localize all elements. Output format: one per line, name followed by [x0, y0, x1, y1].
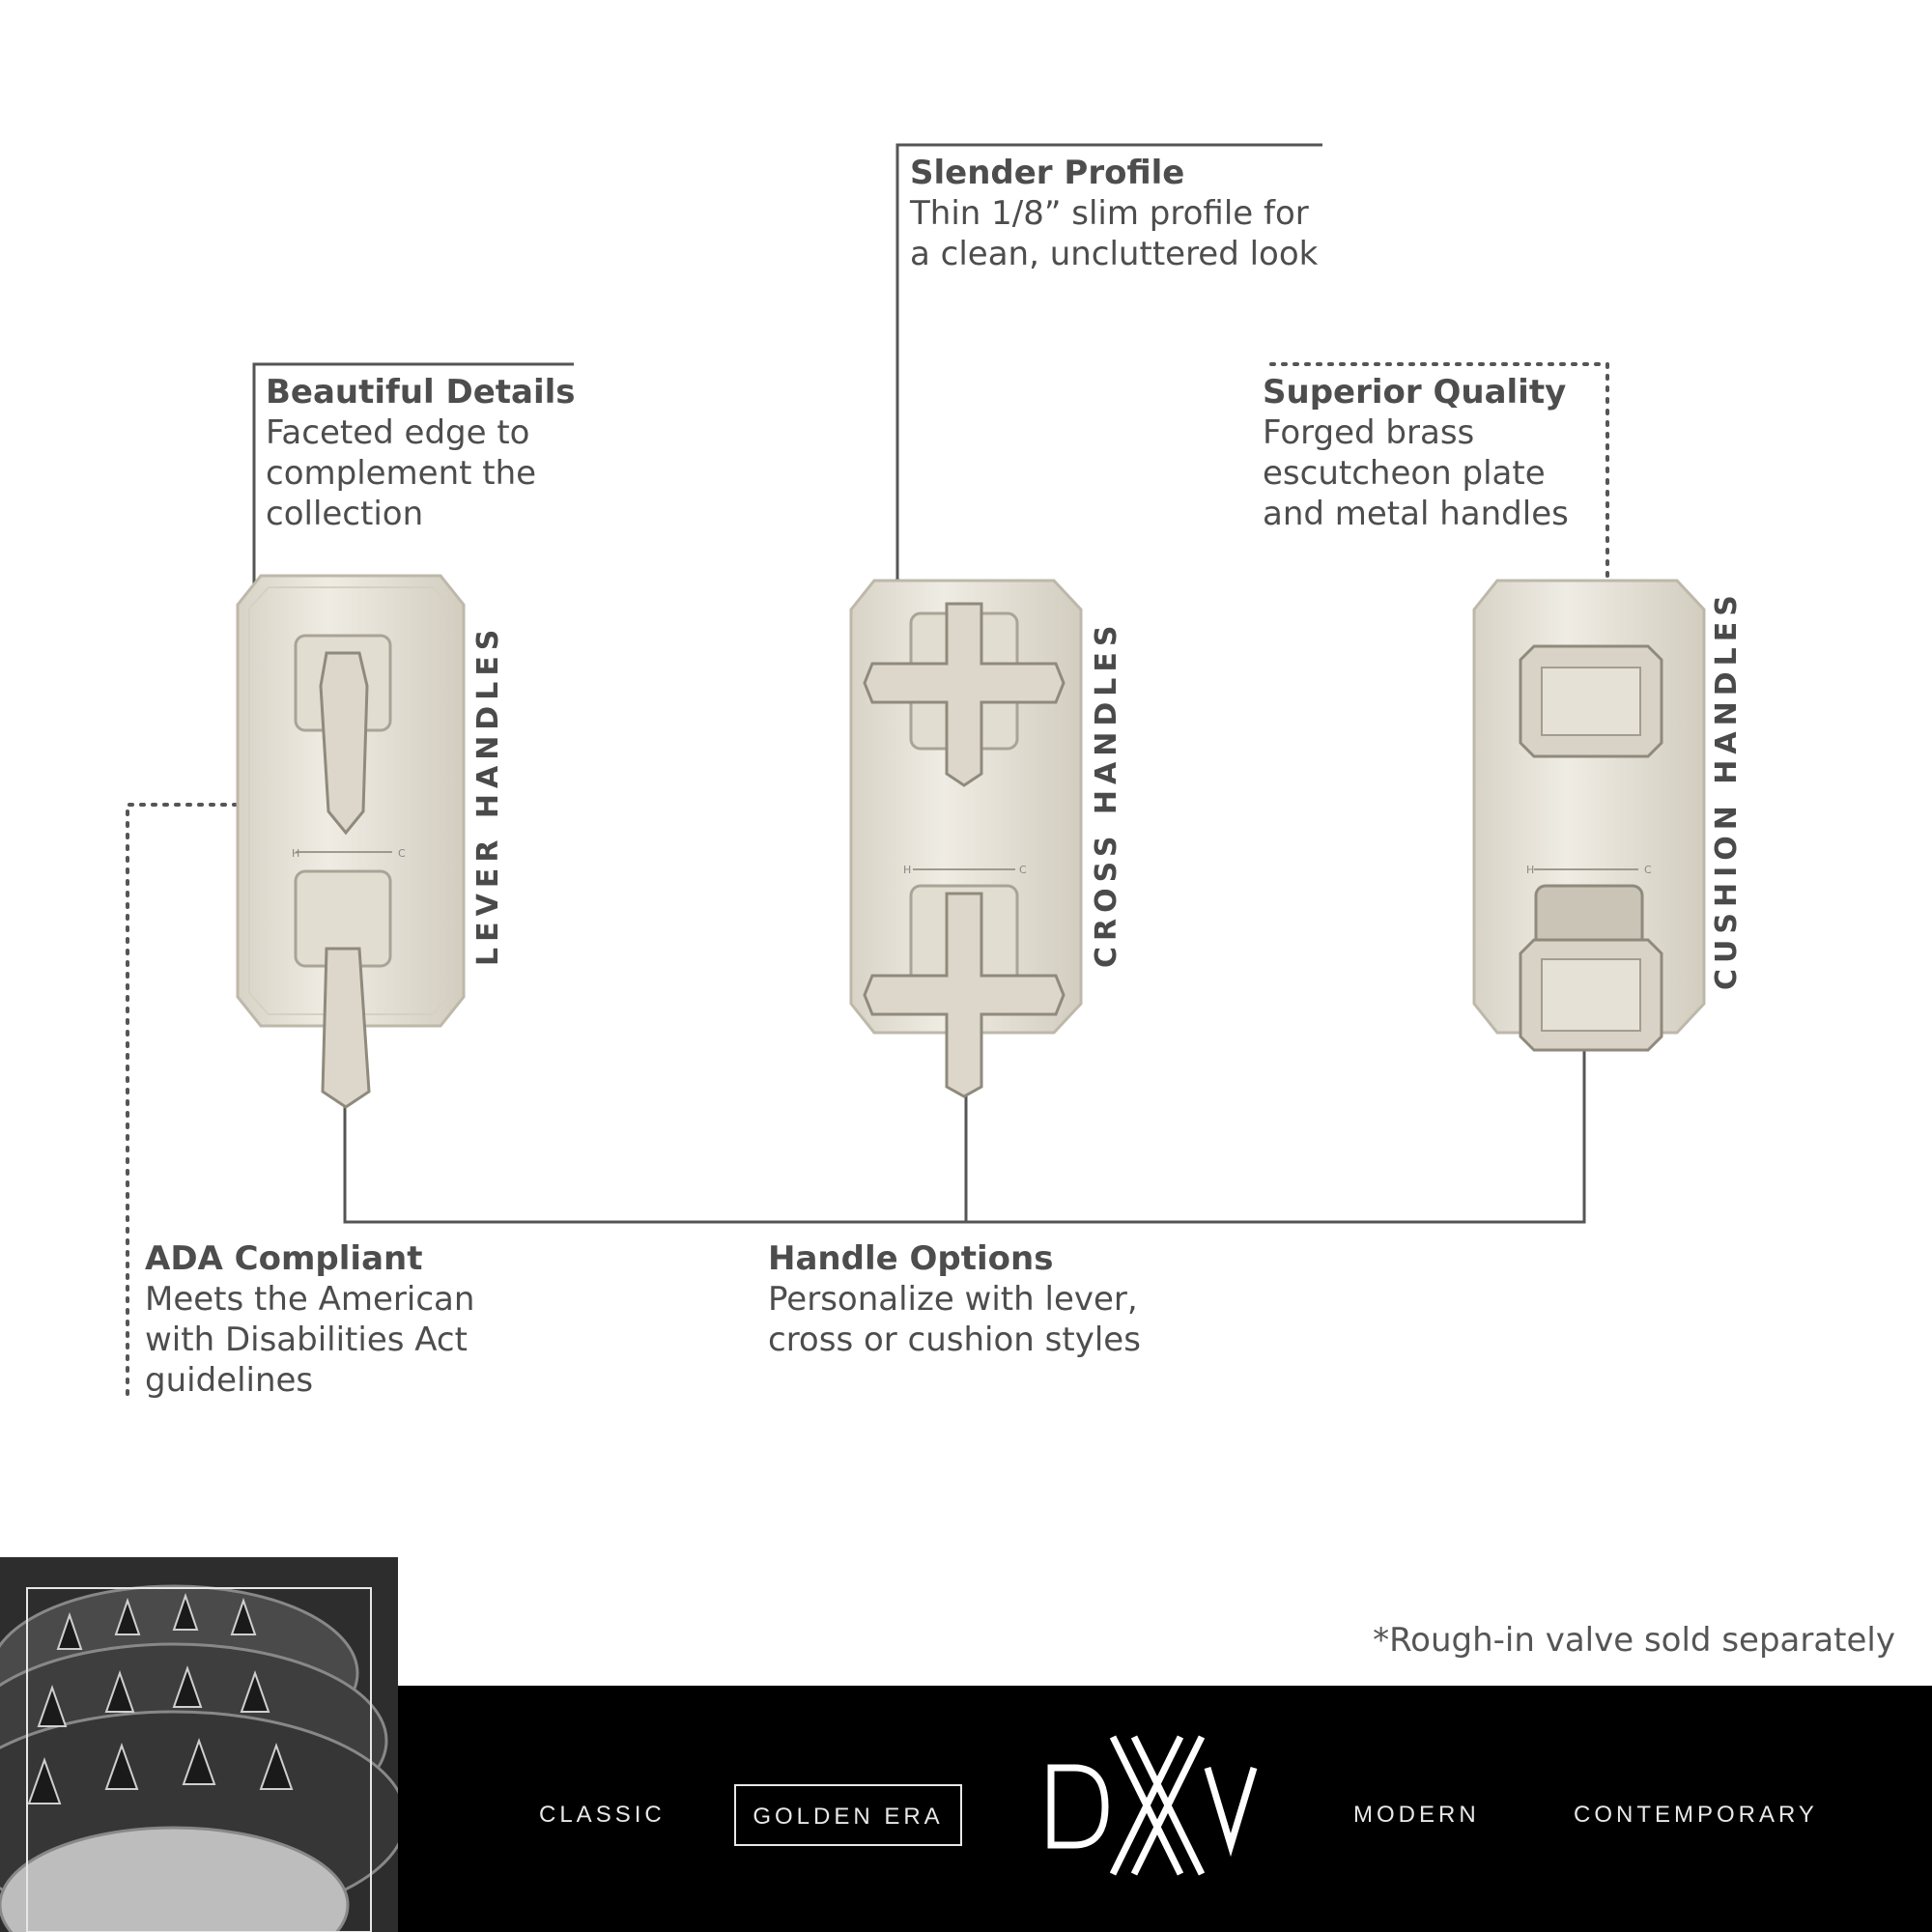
cross-trim-plate [845, 575, 1096, 1106]
label-cushion-handles: CUSHION HANDLES [1710, 589, 1744, 990]
label-lever-handles: LEVER HANDLES [471, 623, 505, 966]
callout-handle-options [768, 1238, 1141, 1360]
cushion-trim-plate [1468, 575, 1719, 1058]
cold-mark: C [1019, 864, 1027, 876]
hot-mark: H [903, 864, 912, 876]
callout-line: cross or cushion styles [768, 1321, 1141, 1359]
callout-title: Slender Profile [910, 154, 1185, 192]
callout-line: collection [266, 495, 424, 533]
cold-mark: C [1644, 864, 1652, 876]
callout-title: ADA Compliant [145, 1239, 423, 1278]
callout-superior-quality [1263, 372, 1569, 534]
callout-line: Meets the American [145, 1280, 475, 1319]
callout-line: Forged brass [1263, 413, 1475, 452]
callout-slender-profile [910, 153, 1318, 274]
callout-title: Handle Options [768, 1239, 1054, 1278]
callout-ada-compliant [145, 1238, 474, 1401]
callout-line: complement the [266, 454, 537, 493]
callout-title: Beautiful Details [266, 373, 576, 412]
callout-line: escutcheon plate [1263, 454, 1546, 493]
callout-line: a clean, uncluttered look [910, 235, 1319, 273]
callout-beautiful-details [266, 372, 576, 534]
label-cross-handles: CROSS HANDLES [1090, 619, 1123, 968]
callout-line: and metal handles [1263, 495, 1569, 533]
callout-line: guidelines [145, 1361, 314, 1400]
callout-line: with Disabilities Act [145, 1321, 468, 1359]
nav-contemporary[interactable]: CONTEMPORARY [1574, 1802, 1818, 1828]
hot-mark: H [292, 847, 300, 860]
building-photo [0, 1557, 398, 1932]
hot-mark: H [1526, 864, 1535, 876]
callout-line: Thin 1/8” slim profile for [910, 194, 1309, 233]
cold-mark: C [398, 847, 406, 860]
callout-line: Faceted edge to [266, 413, 530, 452]
callout-title: Superior Quality [1263, 373, 1567, 412]
callout-line: Personalize with lever, [768, 1280, 1138, 1319]
nav-classic[interactable]: CLASSIC [539, 1802, 666, 1828]
nav-golden-era[interactable]: GOLDEN ERA [734, 1784, 962, 1846]
footnote: *Rough-in valve sold separately [1373, 1621, 1895, 1660]
dxv-logo[interactable] [1045, 1729, 1262, 1884]
lever-trim-plate [232, 570, 473, 1111]
nav-modern[interactable]: MODERN [1353, 1802, 1480, 1828]
